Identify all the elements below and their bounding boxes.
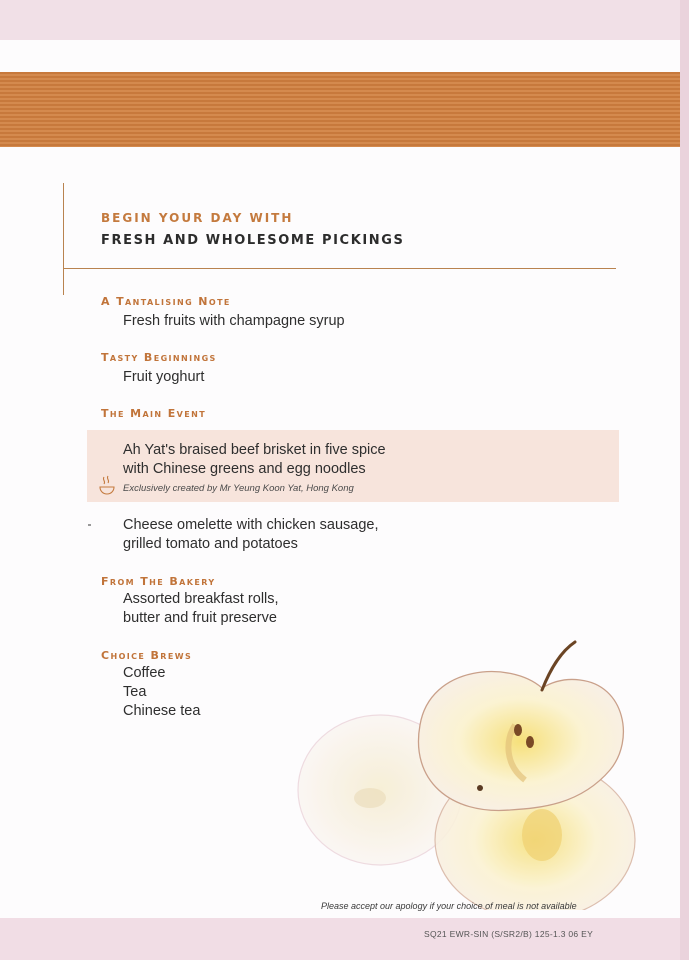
menu-item: Tea [123, 684, 147, 700]
alternative-marker [88, 524, 91, 526]
menu-item: butter and fruit preserve [123, 610, 277, 626]
menu-item: Coffee [123, 665, 166, 681]
apple-slices-illustration [280, 630, 650, 910]
menu-item: Fresh fruits with champagne syrup [123, 313, 345, 329]
header-divider-vertical [63, 183, 64, 295]
section-label-main-event: The Main Event [101, 407, 207, 420]
menu-item: Chinese tea [123, 703, 201, 719]
menu-item: Fruit yoghurt [123, 369, 205, 385]
header-divider-horizontal [63, 268, 616, 269]
menu-title: FRESH AND WHOLESOME PICKINGS [101, 233, 405, 248]
chef-credit: Exclusively created by Mr Yeung Koon Yat, Hong Kong [123, 483, 354, 494]
page-edge [680, 0, 689, 960]
menu-subtitle: BEGIN YOUR DAY WITH [101, 211, 294, 225]
featured-dish-line: with Chinese greens and egg noodles [123, 461, 366, 477]
section-label-choice-brews: Choice Brews [101, 649, 193, 662]
featured-dish-line: Ah Yat's braised beef brisket in five spice [123, 442, 386, 458]
availability-note: Please accept our apology if your choice of meal is not available [321, 901, 577, 911]
section-label-bakery: From The Bakery [101, 575, 216, 588]
bottom-margin [0, 918, 680, 960]
steam-icon [98, 474, 116, 496]
menu-item: Assorted breakfast rolls, [123, 591, 279, 607]
top-margin [0, 0, 689, 40]
section-label-tantalising-note: A Tantalising Note [101, 295, 231, 308]
decorative-banner [0, 72, 680, 147]
menu-code: SQ21 EWR-SIN (S/SR2/B) 125-1.3 06 EY [424, 929, 594, 939]
alternative-dish-line: grilled tomato and potatoes [123, 536, 298, 552]
section-label-tasty-beginnings: Tasty Beginnings [101, 351, 217, 364]
alternative-dish-line: Cheese omelette with chicken sausage, [123, 517, 379, 533]
